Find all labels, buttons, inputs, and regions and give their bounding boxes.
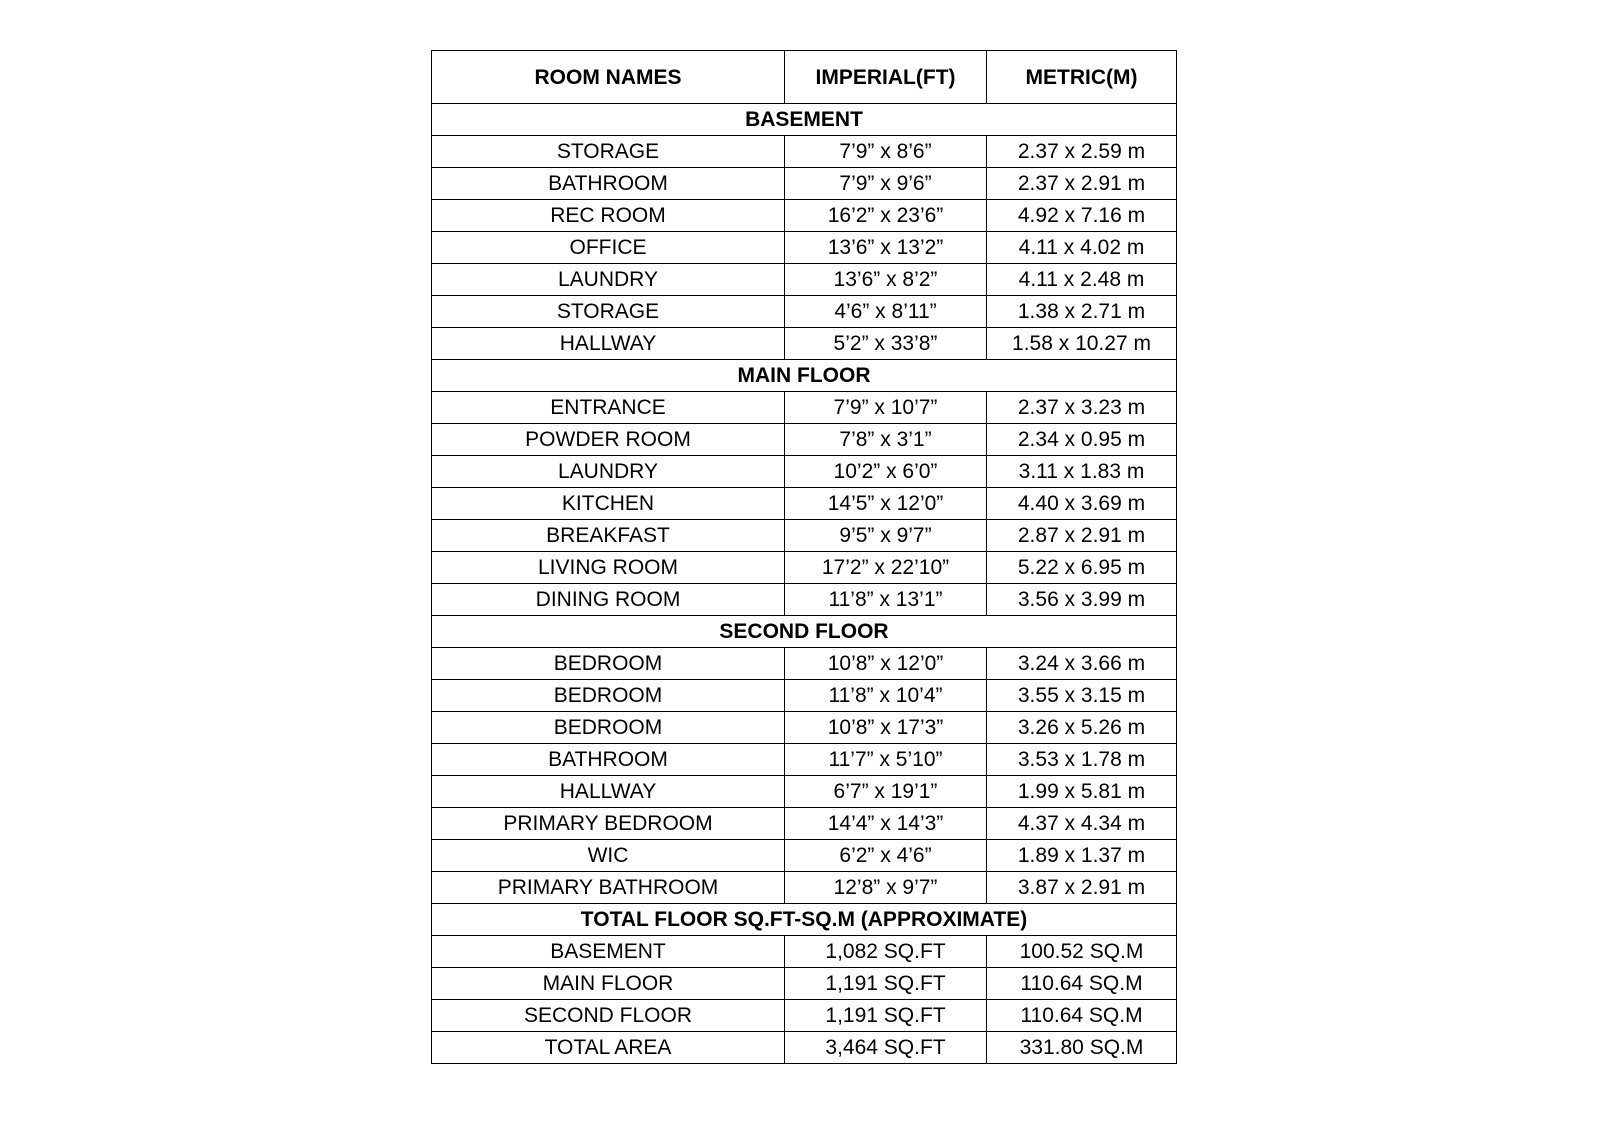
metric-cell: 2.37 x 2.91 m <box>987 168 1177 200</box>
table-row <box>432 168 1177 200</box>
imperial-cell: 7’9” x 9’6” <box>785 168 987 200</box>
room-name-cell: DINING ROOM <box>432 584 785 616</box>
table-row <box>432 840 1177 872</box>
room-name-cell: BATHROOM <box>432 744 785 776</box>
room-name-cell: LAUNDRY <box>432 456 785 488</box>
table-row <box>432 872 1177 904</box>
table-row <box>432 424 1177 456</box>
table-row <box>432 264 1177 296</box>
imperial-cell: 7’8” x 3’1” <box>785 424 987 456</box>
header-metric: METRIC(M) <box>987 51 1177 104</box>
imperial-cell: 11’8” x 13’1” <box>785 584 987 616</box>
imperial-cell: 3,464 SQ.FT <box>785 1032 987 1064</box>
room-name-cell: BEDROOM <box>432 680 785 712</box>
imperial-cell: 1,082 SQ.FT <box>785 936 987 968</box>
metric-cell: 4.37 x 4.34 m <box>987 808 1177 840</box>
metric-cell: 5.22 x 6.95 m <box>987 552 1177 584</box>
table-row <box>432 520 1177 552</box>
metric-cell: 110.64 SQ.M <box>987 1000 1177 1032</box>
metric-cell: 3.26 x 5.26 m <box>987 712 1177 744</box>
table-row <box>432 232 1177 264</box>
table-row <box>432 1032 1177 1064</box>
metric-cell: 2.34 x 0.95 m <box>987 424 1177 456</box>
room-name-cell: BREAKFAST <box>432 520 785 552</box>
room-name-cell: REC ROOM <box>432 200 785 232</box>
table-row <box>432 584 1177 616</box>
metric-cell: 4.11 x 2.48 m <box>987 264 1177 296</box>
table-row <box>432 680 1177 712</box>
metric-cell: 4.40 x 3.69 m <box>987 488 1177 520</box>
room-name-cell: HALLWAY <box>432 328 785 360</box>
imperial-cell: 14’5” x 12’0” <box>785 488 987 520</box>
room-dimensions-table <box>431 50 1177 1064</box>
metric-cell: 110.64 SQ.M <box>987 968 1177 1000</box>
imperial-cell: 1,191 SQ.FT <box>785 968 987 1000</box>
metric-cell: 3.24 x 3.66 m <box>987 648 1177 680</box>
metric-cell: 3.56 x 3.99 m <box>987 584 1177 616</box>
metric-cell: 2.87 x 2.91 m <box>987 520 1177 552</box>
table-row <box>432 648 1177 680</box>
table-row <box>432 552 1177 584</box>
room-name-cell: WIC <box>432 840 785 872</box>
section-header-row <box>432 904 1177 936</box>
table-row <box>432 808 1177 840</box>
imperial-cell: 16’2” x 23’6” <box>785 200 987 232</box>
imperial-cell: 6’2” x 4’6” <box>785 840 987 872</box>
room-name-cell: PRIMARY BEDROOM <box>432 808 785 840</box>
metric-cell: 3.11 x 1.83 m <box>987 456 1177 488</box>
table-row <box>432 744 1177 776</box>
table-row <box>432 296 1177 328</box>
imperial-cell: 13’6” x 8’2” <box>785 264 987 296</box>
metric-cell: 1.89 x 1.37 m <box>987 840 1177 872</box>
room-name-cell: LIVING ROOM <box>432 552 785 584</box>
room-name-cell: MAIN FLOOR <box>432 968 785 1000</box>
metric-cell: 1.38 x 2.71 m <box>987 296 1177 328</box>
room-name-cell: PRIMARY BATHROOM <box>432 872 785 904</box>
room-name-cell: BEDROOM <box>432 712 785 744</box>
table-row <box>432 328 1177 360</box>
imperial-cell: 5’2” x 33’8” <box>785 328 987 360</box>
table-row <box>432 488 1177 520</box>
imperial-cell: 12’8” x 9’7” <box>785 872 987 904</box>
metric-cell: 3.53 x 1.78 m <box>987 744 1177 776</box>
imperial-cell: 7’9” x 8’6” <box>785 136 987 168</box>
metric-cell: 2.37 x 3.23 m <box>987 392 1177 424</box>
table-row <box>432 136 1177 168</box>
table-row <box>432 1000 1177 1032</box>
room-name-cell: ENTRANCE <box>432 392 785 424</box>
section-title: TOTAL FLOOR SQ.FT-SQ.M (APPROXIMATE) <box>432 904 1177 936</box>
metric-cell: 3.55 x 3.15 m <box>987 680 1177 712</box>
imperial-cell: 14’4” x 14’3” <box>785 808 987 840</box>
metric-cell: 3.87 x 2.91 m <box>987 872 1177 904</box>
table-row <box>432 776 1177 808</box>
room-name-cell: STORAGE <box>432 296 785 328</box>
imperial-cell: 10’2” x 6’0” <box>785 456 987 488</box>
metric-cell: 1.99 x 5.81 m <box>987 776 1177 808</box>
section-header-row <box>432 360 1177 392</box>
room-name-cell: OFFICE <box>432 232 785 264</box>
section-title: MAIN FLOOR <box>432 360 1177 392</box>
room-name-cell: STORAGE <box>432 136 785 168</box>
section-header-row <box>432 616 1177 648</box>
metric-cell: 4.11 x 4.02 m <box>987 232 1177 264</box>
table-header-row <box>432 51 1177 104</box>
room-name-cell: KITCHEN <box>432 488 785 520</box>
table-body <box>432 104 1177 1064</box>
imperial-cell: 4’6” x 8’11” <box>785 296 987 328</box>
imperial-cell: 10’8” x 17’3” <box>785 712 987 744</box>
room-name-cell: LAUNDRY <box>432 264 785 296</box>
room-name-cell: POWDER ROOM <box>432 424 785 456</box>
imperial-cell: 11’7” x 5’10” <box>785 744 987 776</box>
imperial-cell: 10’8” x 12’0” <box>785 648 987 680</box>
header-room-names: ROOM NAMES <box>432 51 785 104</box>
table-row <box>432 456 1177 488</box>
imperial-cell: 9’5” x 9’7” <box>785 520 987 552</box>
imperial-cell: 11’8” x 10’4” <box>785 680 987 712</box>
imperial-cell: 17’2” x 22’10” <box>785 552 987 584</box>
table-row <box>432 936 1177 968</box>
table-row <box>432 968 1177 1000</box>
room-name-cell: BEDROOM <box>432 648 785 680</box>
imperial-cell: 13’6” x 13’2” <box>785 232 987 264</box>
table-row <box>432 200 1177 232</box>
imperial-cell: 6’7” x 19’1” <box>785 776 987 808</box>
header-imperial: IMPERIAL(FT) <box>785 51 987 104</box>
room-name-cell: TOTAL AREA <box>432 1032 785 1064</box>
section-title: BASEMENT <box>432 104 1177 136</box>
room-name-cell: BATHROOM <box>432 168 785 200</box>
room-name-cell: HALLWAY <box>432 776 785 808</box>
metric-cell: 331.80 SQ.M <box>987 1032 1177 1064</box>
table-row <box>432 392 1177 424</box>
metric-cell: 1.58 x 10.27 m <box>987 328 1177 360</box>
metric-cell: 2.37 x 2.59 m <box>987 136 1177 168</box>
metric-cell: 4.92 x 7.16 m <box>987 200 1177 232</box>
table-row <box>432 712 1177 744</box>
room-name-cell: SECOND FLOOR <box>432 1000 785 1032</box>
imperial-cell: 7’9” x 10’7” <box>785 392 987 424</box>
metric-cell: 100.52 SQ.M <box>987 936 1177 968</box>
section-header-row <box>432 104 1177 136</box>
room-name-cell: BASEMENT <box>432 936 785 968</box>
imperial-cell: 1,191 SQ.FT <box>785 1000 987 1032</box>
section-title: SECOND FLOOR <box>432 616 1177 648</box>
